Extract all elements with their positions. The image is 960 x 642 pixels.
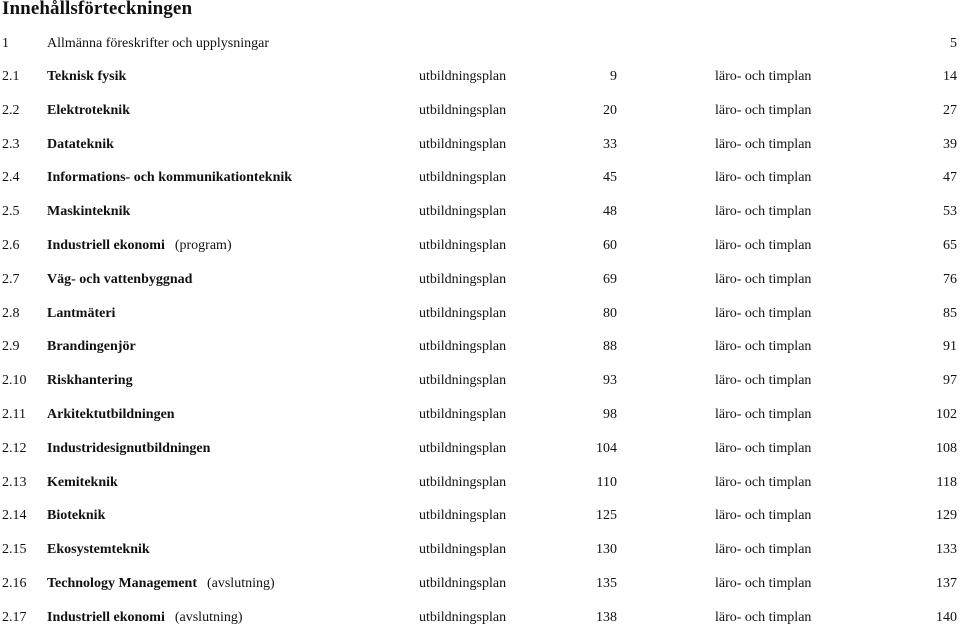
toc-row [0,304,960,338]
toc-row [0,236,960,270]
toc-title-text: Bioteknik [47,508,106,524]
toc-timplan-label: läro- och timplan [715,406,812,422]
toc-title [47,439,210,459]
toc-title [47,202,130,222]
toc-plan-label: utbildningsplan [419,542,507,558]
toc-title [47,168,292,188]
toc-row [0,405,960,439]
toc-number: 2.14 [2,508,27,524]
toc-timplan-page: 108 [936,440,957,456]
toc-number: 2.8 [2,305,20,321]
toc-plan-page: 135 [596,575,617,591]
toc-row [0,439,960,473]
toc-plan-label: utbildningsplan [419,271,507,287]
toc-title-text: Industriell ekonomi [47,237,165,253]
toc-row [0,506,960,540]
toc-plan-label: utbildningsplan [419,69,507,84]
toc-plan-page: 138 [596,609,617,625]
toc-title-text: Brandingenjör [47,339,136,355]
toc-timplan-label: läro- och timplan [715,305,812,321]
toc-title [47,574,275,594]
toc-plan-label: utbildningsplan [419,406,507,422]
toc-number: 2.1 [2,69,20,84]
toc-row [0,608,960,642]
toc-number: 2.5 [2,204,20,220]
toc-number: 2.16 [2,575,27,591]
toc-timplan-label: läro- och timplan [715,373,812,389]
toc-timplan-page: 102 [936,406,957,422]
toc-plan-page: 60 [603,237,617,253]
toc-timplan-label: läro- och timplan [715,237,812,253]
toc-title [47,67,126,87]
toc-plan-label: utbildningsplan [419,575,507,591]
toc-plan-page: 9 [610,69,617,84]
toc-title-note: (program) [174,237,232,253]
toc-title [47,101,130,121]
page-title: Innehållsförteckningen [2,0,193,19]
toc-timplan-label: läro- och timplan [715,508,812,524]
toc-timplan-label: läro- och timplan [715,575,812,591]
toc-timplan-label: läro- och timplan [715,170,812,186]
toc-timplan-label: läro- och timplan [715,440,812,456]
toc-plan-page: 20 [603,102,617,118]
toc-plan-page: 125 [596,508,617,524]
toc-plan-page: 110 [596,474,617,490]
toc-timplan-label: läro- och timplan [715,204,812,220]
toc-title-note: (avslutning) [174,609,243,625]
toc-timplan-page: 27 [943,102,957,118]
toc-timplan-page: 97 [943,373,957,389]
toc-page: 5 [950,36,957,51]
toc-title-text: Elektroteknik [47,102,130,118]
toc-row [0,101,960,135]
toc-plan-label: utbildningsplan [419,237,507,253]
toc-number: 2.10 [2,373,27,389]
toc-row [0,574,960,608]
toc-title-text: Arkitektutbildningen [47,406,175,422]
toc-title [47,540,150,560]
toc-number: 2.9 [2,339,20,355]
toc-intro-row [0,34,960,56]
toc-title-text: Väg- och vattenbyggnad [47,271,193,287]
toc-plan-label: utbildningsplan [419,440,507,456]
toc-plan-label: utbildningsplan [419,609,507,625]
toc-timplan-page: 140 [936,609,957,625]
toc-row [0,67,960,101]
toc-timplan-page: 76 [943,271,957,287]
toc-plan-label: utbildningsplan [419,474,507,490]
toc-title [47,337,136,357]
toc-plan-page: 33 [603,136,617,152]
toc-number: 2.3 [2,136,20,152]
toc-plan-page: 93 [603,373,617,389]
toc-timplan-page: 133 [936,542,957,558]
toc-plan-label: utbildningsplan [419,136,507,152]
toc-plan-label: utbildningsplan [419,102,507,118]
toc-row [0,135,960,169]
toc-title-note: (avslutning) [206,575,275,591]
toc-plan-page: 104 [596,440,617,456]
toc-timplan-page: 53 [943,204,957,220]
toc-plan-label: utbildningsplan [419,508,507,524]
toc-plan-label: utbildningsplan [419,204,507,220]
toc-title-text: Riskhantering [47,373,133,389]
toc-timplan-label: läro- och timplan [715,102,812,118]
toc-title [47,371,133,391]
toc-row [0,540,960,574]
toc-timplan-page: 91 [943,339,957,355]
toc-plan-page: 69 [603,271,617,287]
toc-title-text: Teknisk fysik [47,69,127,84]
toc-title: Allmänna föreskrifter och upplysningar [47,36,269,51]
toc-title [47,473,118,493]
toc-row [0,168,960,202]
toc-title-text: Technology Management [47,575,197,591]
toc-plan-page: 130 [596,542,617,558]
toc-number: 2.12 [2,440,27,456]
toc-timplan-page: 65 [943,237,957,253]
toc-plan-page: 88 [603,339,617,355]
toc-row [0,202,960,236]
toc-timplan-label: läro- och timplan [715,474,812,490]
toc-timplan-label: läro- och timplan [715,609,812,625]
toc-title-text: Kemiteknik [47,474,118,490]
toc-number: 2.4 [2,170,20,186]
toc-plan-label: utbildningsplan [419,170,507,186]
toc-plan-label: utbildningsplan [419,373,507,389]
toc-row [0,371,960,405]
toc-row [0,473,960,507]
toc-timplan-label: läro- och timplan [715,339,812,355]
toc-number: 2.11 [2,406,26,422]
toc-timplan-page: 137 [936,575,957,591]
toc-timplan-page: 47 [943,170,957,186]
toc-plan-page: 80 [603,305,617,321]
toc-title [47,304,115,324]
toc-title-text: Ekosystemteknik [47,542,150,558]
toc-title-text: Lantmäteri [47,305,116,321]
toc-timplan-page: 14 [943,69,957,84]
toc-row [0,270,960,304]
toc-plan-page: 45 [603,170,617,186]
toc-title [47,270,192,290]
toc-timplan-label: läro- och timplan [715,271,812,287]
toc-plan-label: utbildningsplan [419,305,507,321]
toc-title [47,236,232,256]
toc-list [0,67,960,642]
toc-timplan-label: läro- och timplan [715,69,812,84]
toc-plan-label: utbildningsplan [419,339,507,355]
toc-number: 2.17 [2,609,27,625]
toc-timplan-page: 118 [936,474,957,490]
toc-number: 2.7 [2,271,20,287]
toc-number: 1 [2,36,9,51]
toc-title-text: Industridesignutbildningen [47,440,211,456]
toc-title [47,506,105,526]
toc-number: 2.6 [2,237,20,253]
toc-title-text: Datateknik [47,136,114,152]
toc-row [0,337,960,371]
toc-timplan-label: läro- och timplan [715,136,812,152]
toc-title [47,405,175,425]
toc-number: 2.2 [2,102,20,118]
toc-timplan-page: 85 [943,305,957,321]
toc-title [47,135,114,155]
toc-title-text: Maskinteknik [47,204,131,220]
toc-timplan-page: 39 [943,136,957,152]
toc-timplan-label: läro- och timplan [715,542,812,558]
toc-title-text: Informations- och kommunikationteknik [47,170,293,186]
toc-timplan-page: 129 [936,508,957,524]
toc-number: 2.15 [2,542,27,558]
toc-title [47,608,243,628]
toc-plan-page: 98 [603,406,617,422]
toc-title-text: Industriell ekonomi [47,609,165,625]
toc-number: 2.13 [2,474,27,490]
toc-plan-page: 48 [603,204,617,220]
